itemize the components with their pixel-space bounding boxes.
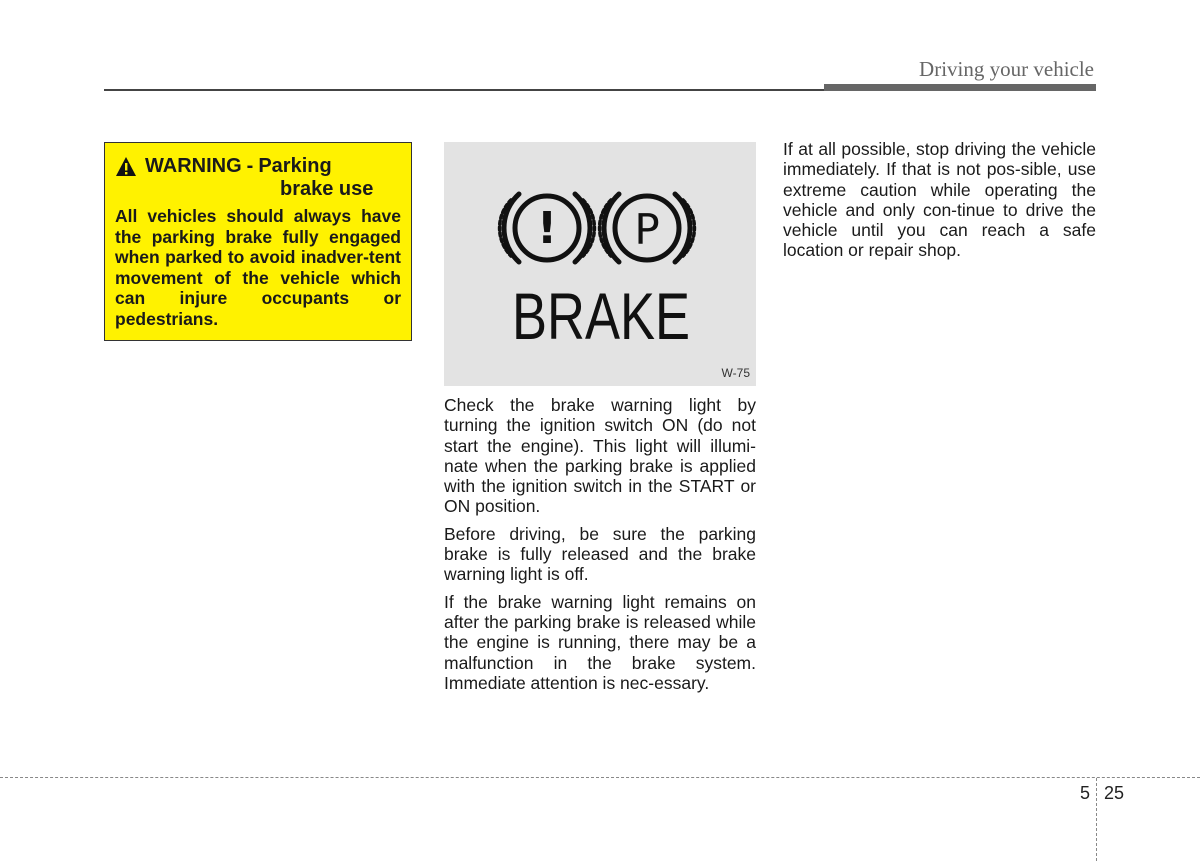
warning-box (104, 142, 412, 341)
page-header-title: Driving your vehicle (919, 57, 1094, 81)
header-rule-thin (104, 89, 824, 91)
warning-triangle-icon (115, 156, 137, 178)
warning-dash: - (246, 155, 254, 177)
right-paragraph: If at all possible, stop driving the vehicle immediately. If that is not pos-sible, use extreme caution while operating the vehicle and only con-tinue to drive the vehicle until you can reach a safe location or repair shop. (783, 139, 1096, 261)
middle-paragraph: Check the brake warning light by turning the ignition switch ON (do not start the engine). This light will illumi-nate when the parking brake is applied with the ignition switch in the START or ON position. (444, 395, 756, 517)
header-rule-thick (824, 84, 1096, 91)
chapter-number: 5 (1080, 783, 1091, 803)
figure-code: W-75 (721, 366, 750, 380)
brake-label-text: BRAKE (512, 279, 690, 353)
brake-warning-figure (444, 142, 756, 386)
right-column (783, 139, 1096, 268)
middle-paragraph: Before driving, be sure the parking brake is fully released and the brake warning light is off. (444, 523, 756, 585)
exclamation-text: ! (536, 203, 558, 254)
footer-dashed-rule (0, 777, 1200, 778)
warning-topic-line1: Parking (258, 155, 332, 177)
warning-body: All vehicles should always have the parking brake fully engaged when parked to avoid inadver-tent movement of the vehicle which can injure occupants or pedestrians. (115, 206, 401, 329)
park-letter-text: P (634, 205, 660, 254)
middle-column (444, 395, 756, 700)
brake-warning-illustration (444, 142, 756, 386)
parking-brake-icon (600, 194, 695, 262)
page-number: 25 (1104, 783, 1125, 803)
footer-vertical-divider (1096, 778, 1097, 861)
warning-heading (115, 155, 401, 178)
warning-label: WARNING (145, 155, 242, 177)
brake-warning-icon (500, 194, 595, 262)
middle-paragraph: If the brake warning light remains on after the parking brake is released while the engine is running, there may be a malfunction in the brake system. Immediate attention is nec-essary. (444, 591, 756, 693)
warning-topic-line2: brake use (280, 178, 374, 200)
